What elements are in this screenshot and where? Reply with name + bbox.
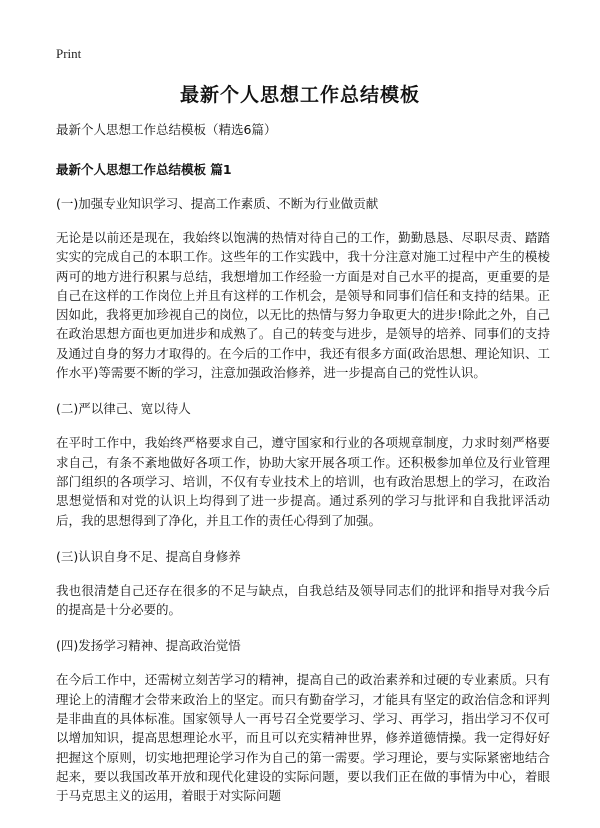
- paragraph-1: 无论是以前还是现在，我始终以饱满的热情对待自己的工作，勤勤恳恳、尽职尽责、踏踏实实的完成自己的本职工作。这些年的工作实践中，我十分注意对施工过程中产生的模棱两可的地方进行积累与总结，我想增加工作经验一方面是对自己水平的提高，更重要的是自己在这样的工作岗位上并且有这样的工作机会，是领导和同事们信任和支持的结果。正因如此，我将更加珍视自己的岗位，以无比的热情与努力争取更大的进步!除此之外，自己在政治思想方面也更加进步和成熟了。自己的转变与进步，是领导的培养、同事们的支持及通过自身的努力才取得的。在今后的工作中，我还有很多方面(政治思想、理论知识、工作水平)等需要不断的学习，注意加强政治修养，进一步提高自己的党性认识。: [56, 230, 550, 381]
- section-heading: 最新个人思想工作总结模板 篇1: [56, 162, 232, 177]
- subsection-title-1: (一)加强专业知识学习、提高工作素质、不断为行业做贡献: [56, 196, 379, 211]
- subsection-title-4: (四)发扬学习精神、提高政治觉悟: [56, 638, 241, 654]
- print-label: Print: [56, 46, 82, 61]
- document-subtitle: 最新个人思想工作总结模板（精选6篇）: [56, 122, 277, 137]
- paragraph-3: 我也很清楚自己还存在很多的不足与缺点，自我总结及领导同志们的批评和指导对我今后的提高是十分必要的。: [56, 582, 550, 618]
- subsection-title-3: (三)认识自身不足、提高自身修养: [56, 548, 241, 564]
- document-title: 最新个人思想工作总结模板: [179, 84, 420, 106]
- paragraph-4: 在今后工作中，还需树立刻苦学习的精神，提高自己的政治素养和过硬的专业素质。只有理论上的清醒才会带来政治上的坚定。而只有勤奋学习，才能具有坚定的政治信念和评判是非曲直的具体标准。国家领导人一再号召全党要学习、学习、再学习，指出学习不仅可以增加知识，提高思想理论水平，而且可以充实精神世界，修养道德情操。我一定得好好把握这个原则，切实地把理论学习作为自己的第一需要。学习理论，要与实际紧密地结合起来，要以我国改革开放和现代化建设的实际问题，要以我们正在做的事情为中心，着眼于马克思主义的运用，着眼于对实际问题: [56, 672, 550, 804]
- document-body: [56, 120, 550, 823]
- subsection-title-2: (二)严以律己、宽以待人: [56, 401, 191, 417]
- paragraph-2: 在平时工作中，我始终严格要求自己，遵守国家和行业的各项规章制度，力求时刻严格要求自己，有条不紊地做好各项工作，协助大家开展各项工作。还积极参加单位及行业管理部门组织的各项学习、培训，不仅有专业技术上的培训，也有政治思想上的学习，在政治思想觉悟和对党的认识上均得到了进一步提高。通过系列的学习与批评和自我批评活动后，我的思想得到了净化，并且工作的责任心得到了加强。: [56, 435, 550, 528]
